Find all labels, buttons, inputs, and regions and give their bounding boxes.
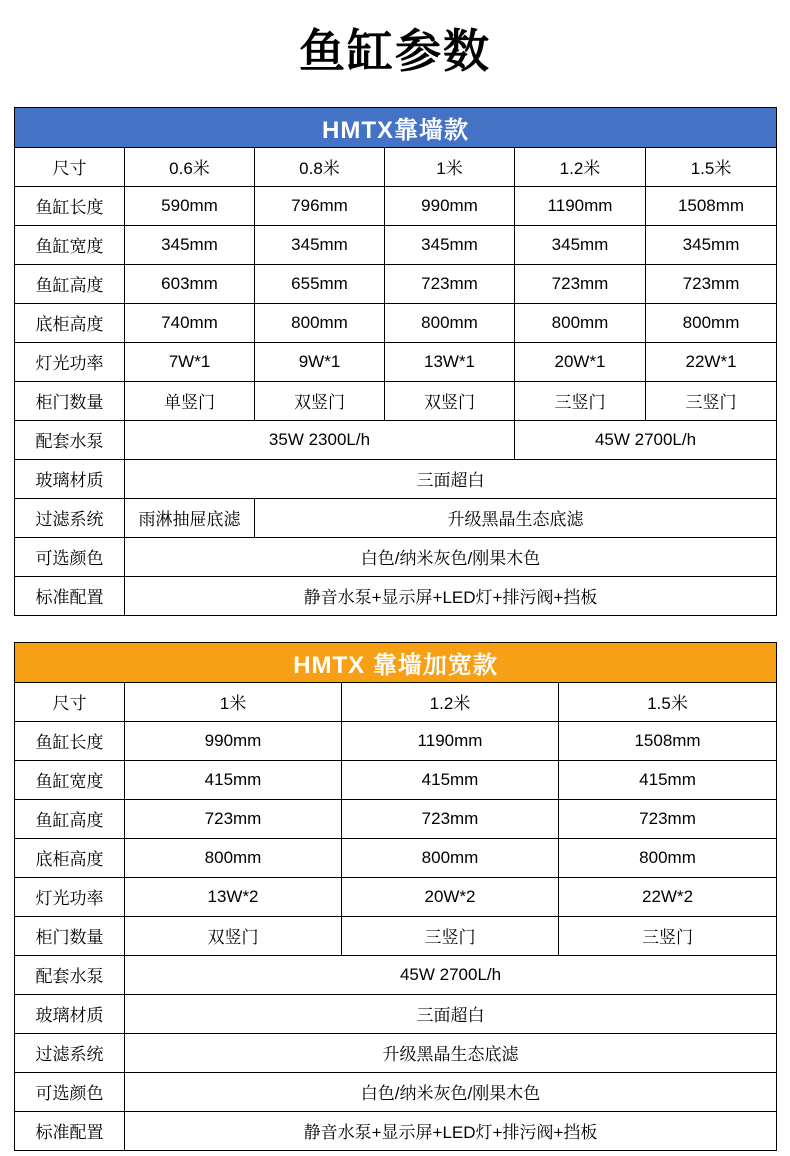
row-label: 鱼缸宽度	[15, 760, 125, 799]
table-cell: 三竖门	[342, 916, 559, 955]
table-header-label: HMTX靠墙款	[322, 116, 470, 144]
table-row	[15, 459, 777, 498]
row-label: 底柜高度	[15, 303, 125, 342]
table-cell: 345mm	[646, 225, 777, 264]
table-cell: 723mm	[559, 799, 777, 838]
table-cell: 723mm	[646, 264, 777, 303]
row-label: 配套水泵	[15, 420, 125, 459]
table-cell: 603mm	[125, 264, 255, 303]
table-cell: 1.2米	[515, 147, 646, 186]
table-cell: 三竖门	[559, 916, 777, 955]
row-label: 柜门数量	[15, 916, 125, 955]
table-cell: 1米	[385, 147, 515, 186]
table-cell: 三面超白	[125, 459, 777, 498]
table-cell: 345mm	[255, 225, 385, 264]
table-row	[15, 381, 777, 420]
table-cell: 800mm	[559, 838, 777, 877]
row-label: 鱼缸高度	[15, 264, 125, 303]
table-row	[15, 225, 777, 264]
table-row	[15, 994, 777, 1033]
row-label: 标准配置	[15, 576, 125, 615]
row-label: 可选颜色	[15, 537, 125, 576]
spec-table-1	[14, 107, 777, 616]
row-label: 玻璃材质	[15, 459, 125, 498]
table-row	[15, 760, 777, 799]
table-row	[15, 303, 777, 342]
row-label: 底柜高度	[15, 838, 125, 877]
row-label: 标准配置	[15, 1111, 125, 1150]
table-row	[15, 264, 777, 303]
row-label: 鱼缸宽度	[15, 225, 125, 264]
table-cell: 1米	[125, 682, 342, 721]
table-cell: 22W*2	[559, 877, 777, 916]
row-label: 尺寸	[15, 147, 125, 186]
table-cell: 0.8米	[255, 147, 385, 186]
table-cell: 415mm	[559, 760, 777, 799]
table-cell: 1.2米	[342, 682, 559, 721]
table-cell: 800mm	[125, 838, 342, 877]
spec-tables-container	[14, 107, 776, 1151]
table-cell: 723mm	[385, 264, 515, 303]
table-cell: 7W*1	[125, 342, 255, 381]
row-label: 可选颜色	[15, 1072, 125, 1111]
table-cell: 800mm	[255, 303, 385, 342]
table-cell: 0.6米	[125, 147, 255, 186]
table-cell: 雨淋抽屉底滤	[125, 498, 255, 537]
table-cell: 13W*2	[125, 877, 342, 916]
row-label: 过滤系统	[15, 1033, 125, 1072]
row-label: 柜门数量	[15, 381, 125, 420]
table-row	[15, 342, 777, 381]
table-cell: 22W*1	[646, 342, 777, 381]
table-cell: 800mm	[342, 838, 559, 877]
table-cell: 1.5米	[559, 682, 777, 721]
row-label: 玻璃材质	[15, 994, 125, 1033]
table-row	[15, 147, 777, 186]
spec-table-2	[14, 642, 777, 1151]
table-row	[15, 186, 777, 225]
table-cell: 13W*1	[385, 342, 515, 381]
spec-sheet-page	[0, 26, 790, 1156]
table-row	[15, 420, 777, 459]
row-label: 配套水泵	[15, 955, 125, 994]
table-header-row	[15, 642, 777, 682]
table-cell: 800mm	[515, 303, 646, 342]
table-cell: 静音水泵+显示屏+LED灯+排污阀+挡板	[125, 576, 777, 615]
table-header-label: HMTX 靠墙加宽款	[293, 651, 498, 679]
row-label: 鱼缸长度	[15, 186, 125, 225]
table-cell: 990mm	[125, 721, 342, 760]
page-title: 鱼缸参数	[299, 25, 491, 77]
table-cell: 800mm	[385, 303, 515, 342]
table-row	[15, 537, 777, 576]
table-row	[15, 916, 777, 955]
table-cell: 415mm	[125, 760, 342, 799]
table-cell: 723mm	[515, 264, 646, 303]
table-cell: 1.5米	[646, 147, 777, 186]
table-header-title	[15, 642, 777, 682]
table-cell: 45W 2700L/h	[125, 955, 777, 994]
table-cell: 三竖门	[515, 381, 646, 420]
table-cell: 723mm	[342, 799, 559, 838]
table-row	[15, 498, 777, 537]
table-cell: 415mm	[342, 760, 559, 799]
row-label: 灯光功率	[15, 342, 125, 381]
table-cell: 双竖门	[385, 381, 515, 420]
table-cell: 双竖门	[255, 381, 385, 420]
table-cell: 单竖门	[125, 381, 255, 420]
table-row	[15, 682, 777, 721]
table-row	[15, 1033, 777, 1072]
table-cell: 655mm	[255, 264, 385, 303]
row-label: 灯光功率	[15, 877, 125, 916]
table-cell: 1190mm	[515, 186, 646, 225]
table-cell: 590mm	[125, 186, 255, 225]
table-header-title	[15, 107, 777, 147]
table-row	[15, 955, 777, 994]
table-cell: 9W*1	[255, 342, 385, 381]
table-cell: 800mm	[646, 303, 777, 342]
table-cell: 三竖门	[646, 381, 777, 420]
table-row	[15, 877, 777, 916]
table-cell: 升级黑晶生态底滤	[125, 1033, 777, 1072]
table-cell: 20W*1	[515, 342, 646, 381]
table-cell: 723mm	[125, 799, 342, 838]
table-row	[15, 721, 777, 760]
table-cell: 1508mm	[646, 186, 777, 225]
table-row	[15, 838, 777, 877]
table-row	[15, 799, 777, 838]
table-row	[15, 1111, 777, 1150]
table-cell: 1508mm	[559, 721, 777, 760]
table-cell: 1190mm	[342, 721, 559, 760]
table-cell: 白色/纳米灰色/刚果木色	[125, 1072, 777, 1111]
row-label: 尺寸	[15, 682, 125, 721]
table-cell: 升级黑晶生态底滤	[255, 498, 777, 537]
table-cell: 740mm	[125, 303, 255, 342]
table-cell: 990mm	[385, 186, 515, 225]
table-header-row	[15, 107, 777, 147]
table-cell: 三面超白	[125, 994, 777, 1033]
row-label: 过滤系统	[15, 498, 125, 537]
table-cell: 796mm	[255, 186, 385, 225]
table-cell: 双竖门	[125, 916, 342, 955]
table-cell: 45W 2700L/h	[515, 420, 777, 459]
table-cell: 345mm	[515, 225, 646, 264]
table-cell: 静音水泵+显示屏+LED灯+排污阀+挡板	[125, 1111, 777, 1150]
table-row	[15, 1072, 777, 1111]
row-label: 鱼缸长度	[15, 721, 125, 760]
table-cell: 345mm	[385, 225, 515, 264]
row-label: 鱼缸高度	[15, 799, 125, 838]
table-cell: 20W*2	[342, 877, 559, 916]
table-cell: 35W 2300L/h	[125, 420, 515, 459]
table-row	[15, 576, 777, 615]
table-cell: 白色/纳米灰色/刚果木色	[125, 537, 777, 576]
table-cell: 345mm	[125, 225, 255, 264]
